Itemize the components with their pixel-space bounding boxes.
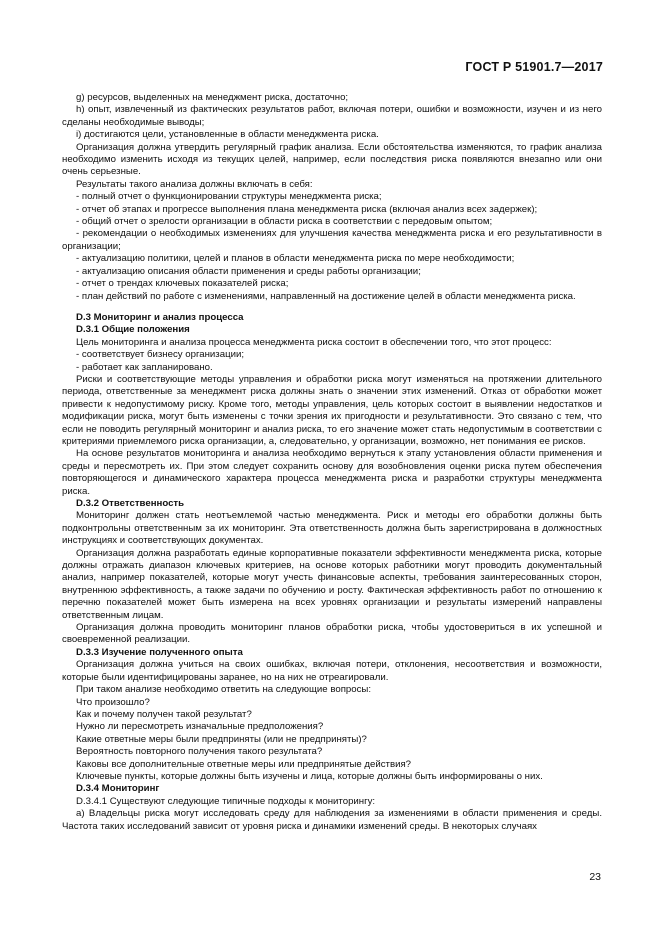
paragraph: Результаты такого анализа должны включать в себя: — [76, 178, 313, 190]
list-item: - соответствует бизнесу организации; — [76, 349, 245, 361]
question: Какие ответные меры были предприняты (или не предприняты)? — [76, 733, 367, 745]
section-heading: D.3 Мониторинг и анализ процесса — [76, 311, 244, 323]
question: Как и почему получен такой результат? — [76, 708, 252, 720]
list-item: - актуализацию описания области применения и среды работы организации; — [76, 265, 421, 277]
paragraph: h) опыт, извлеченный из фактических результатов работ, включая потери, ошибки и возможности, изучен и из него сделаны необходимые выводы; — [62, 104, 602, 128]
paragraph: Риски и соответствующие методы управления и обработки риска могут изменяться на протяжении длительного периода, ответственные за менеджмент риска должны знать о значении этих изменений. Отказ от обработки может привести к недопустимому риску. Кроме того, методы управления, цель которых состоит в выявлении недостатков и модификации риска, могут быть изменены с точки зрения их пригодности и результативности. Это связано с тем, что если не поводить регулярный мониторинг и анализ риска, то его значение может стать недопустимым в соответствии с критериями приемлемого риска организации, а, следовательно, у организации, возможно, нет понимания ее рисков. — [62, 373, 602, 447]
list-item: - рекомендации о необходимых изменениях для улучшения качества менеджмента риска и его результативности в организации; — [62, 228, 602, 252]
question: Каковы все дополнительные ответные меры или предпринятые действия? — [76, 758, 412, 770]
subsection-heading: D.3.4 Мониторинг — [76, 783, 160, 795]
document-header: ГОСТ Р 51901.7—2017 — [465, 60, 603, 74]
paragraph: Организация должна проводить мониторинг планов обработки риска, чтобы удостовериться в их успешной и своевременной реализации. — [62, 622, 602, 646]
subsection-heading: D.3.3 Изучение полученного опыта — [76, 646, 243, 658]
paragraph: Цель мониторинга и анализа процесса менеджмента риска состоит в обеспечении того, что этот процесс: — [76, 336, 552, 348]
question: Что произошло? — [76, 696, 150, 708]
paragraph: D.3.4.1 Существуют следующие типичные подходы к мониторингу: — [76, 795, 376, 807]
list-item: - работает как запланировано. — [76, 361, 213, 373]
list-item: - отчет о трендах ключевых показателей риска; — [76, 278, 289, 290]
question: Ключевые пункты, которые должны быть изучены и лица, которые должны быть информированы о них. — [76, 770, 543, 782]
list-item: - отчет об этапах и прогрессе выполнения плана менеджмента риска (включая анализ всех задержек); — [76, 203, 538, 215]
paragraph: а) Владельцы риска могут исследовать среду для наблюдения за изменениями в области применения и среды. Частота таких исследований зависит от уровня риска и динамики изменений среды. В некоторых случаях — [62, 808, 602, 832]
paragraph: При таком анализе необходимо ответить на следующие вопросы: — [76, 684, 372, 696]
paragraph: Организация должна разработать единые корпоративные показатели эффективности менеджмента риска, которые должны отражать диапазон ключевых критериев, на основе которых работники могут проводить документальный анализ, например показателей, которые могут учесть финансовые аспекты, требования заинтересованных сторон, внутреннюю эффективность, а также задачи по обучению и росту. Фактическая эффективность работ по отношению к перечню показателей может быть измерена на всех уровнях организации и результаты измерений направлены ответственным лицам. — [62, 547, 602, 621]
list-item: - полный отчет о функционировании структуры менеджмента риска; — [76, 191, 382, 203]
question: Вероятность повторного получения такого результата? — [76, 746, 323, 758]
paragraph: Организация должна учиться на своих ошибках, включая потери, отклонения, несоответствия и возможности, которые были идентифицированы заранее, но на них не отреагировали. — [62, 659, 602, 683]
subsection-heading: D.3.1 Общие положения — [76, 324, 190, 336]
document-body — [62, 92, 602, 833]
paragraph: Мониторинг должен стать неотъемлемой частью менеджмента. Риск и методы его обработки должны быть подконтрольны ответственным за их мониторинг. Эта ответственность должна быть зарегистрирована в должностных инструкциях и соответствующих документах. — [62, 510, 602, 547]
page-number: 23 — [589, 871, 601, 883]
paragraph: g) ресурсов, выделенных на менеджмент риска, достаточно; — [76, 92, 349, 103]
list-item: - актуализацию политики, целей и планов в области менеджмента риска по мере необходимости; — [76, 253, 515, 265]
paragraph: Организация должна утвердить регулярный график анализа. Если обстоятельства изменяются, то график анализа необходимо изменить исходя из текущих целей, например, если последствия риска появляются внезапно или они очень серьезные. — [62, 141, 602, 178]
list-item: - общий отчет о зрелости организации в области риска в соответствии с передовым опытом; — [76, 216, 493, 228]
paragraph: На основе результатов мониторинга и анализа необходимо вернуться к этапу установления области применения и среды и пересмотреть их. При этом следует сохранить основу для возобновления оценки риска путем обеспечения повторяющегося и динамического характера процесса менеджмента риска и разработки структуры менеджмента риска. — [62, 448, 602, 497]
question: Нужно ли пересмотреть изначальные предположения? — [76, 721, 324, 733]
list-item: - план действий по работе с изменениями, направленный на достижение целей в области менеджмента риска. — [76, 290, 576, 302]
paragraph: i) достигаются цели, установленные в области менеджмента риска. — [76, 129, 379, 141]
subsection-heading: D.3.2 Ответственность — [76, 498, 185, 509]
